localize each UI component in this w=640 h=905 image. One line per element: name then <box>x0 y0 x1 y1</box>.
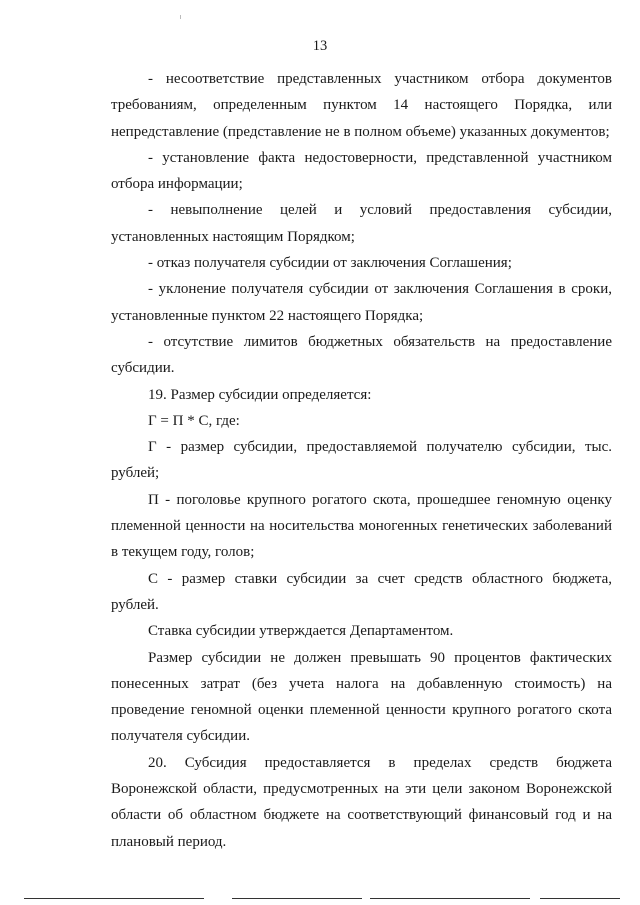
formula-definition-p: П - поголовье крупного рогатого скота, прошедшее геномную оценку племенной ценности на носительства моногенных генетических заболеваний в текущем году, голов; <box>111 491 612 561</box>
paragraph-grounds-nonfulfillment: - невыполнение целей и условий предоставления субсидии, установленных настоящим Порядком; <box>111 202 612 245</box>
scan-mark <box>180 15 181 19</box>
paragraph-section-19: 19. Размер субсидии определяется: <box>148 386 372 403</box>
paragraph-grounds-refusal: - отказ получателя субсидии от заключения Соглашения; <box>148 255 512 272</box>
formula-definition-g: Г - размер субсидии, предоставляемой получателю субсидии, тыс. рублей; <box>111 439 612 482</box>
body-text <box>111 66 612 855</box>
bottom-scan-line <box>370 898 530 899</box>
paragraph-grounds-document-mismatch: - несоответствие представленных участником отбора документов требованиям, определенным пунктом 14 настоящего Порядка, или непредставление (представление не в полном объеме) указанных документов; <box>111 71 612 140</box>
page-number: 13 <box>312 38 328 54</box>
formula-definition-c: С - размер ставки субсидии за счет средств областного бюджета, рублей. <box>111 570 612 613</box>
paragraph-rate-approval: Ставка субсидии утверждается Департаментом. <box>148 623 454 640</box>
bottom-scan-line <box>24 898 204 899</box>
formula: Г = П * С, где: <box>148 412 240 429</box>
bottom-scan-line <box>540 898 620 899</box>
paragraph-grounds-unreliable-info: - установление факта недостоверности, представленной участником отбора информации; <box>111 149 612 193</box>
bottom-scan-line <box>232 898 362 899</box>
paragraph-grounds-no-limits: - отсутствие лимитов бюджетных обязательств на предоставление субсидии. <box>111 333 612 377</box>
paragraph-grounds-evasion: - уклонение получателя субсидии от заключения Соглашения в сроки, установленные пунктом 22 настоящего Порядка; <box>111 281 612 324</box>
paragraph-max-subsidy: Размер субсидии не должен превышать 90 процентов фактических понесенных затрат (без учета налога на добавленную стоимость) на проведение геномной оценки племенной ценности крупного рогатого скота получателя субсидии. <box>111 649 612 745</box>
paragraph-section-20: 20. Субсидия предоставляется в пределах средств бюджета Воронежской области, предусмотренных на эти цели законом Воронежской области об областном бюджете на соответствующий финансовый год и на плановый период. <box>111 754 612 850</box>
